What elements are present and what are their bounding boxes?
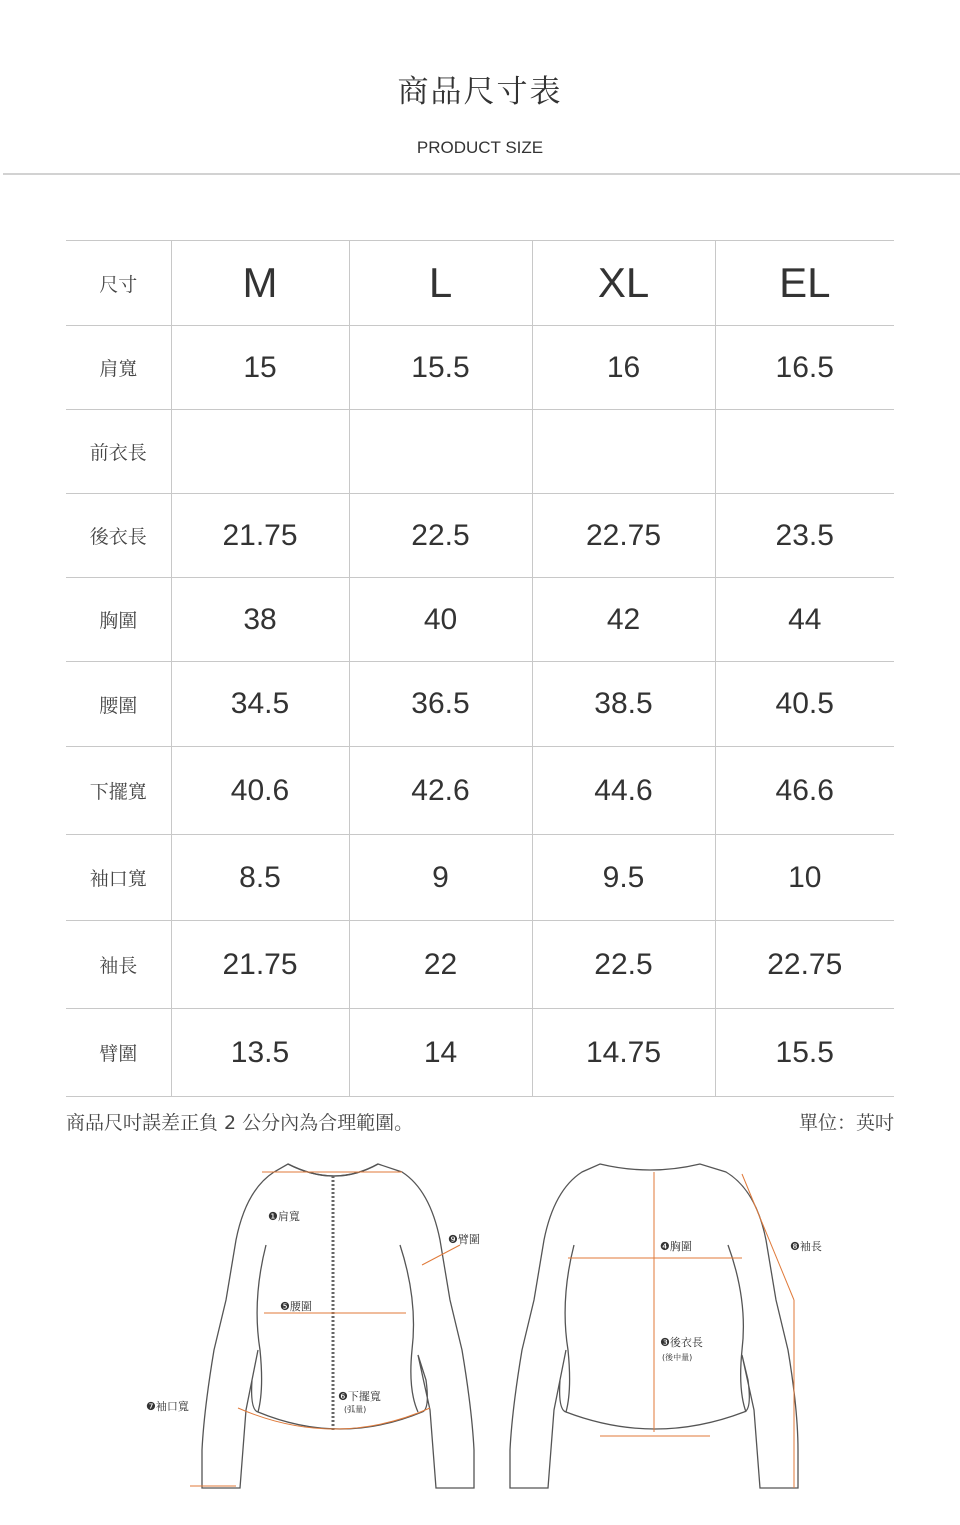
- table-row: [66, 662, 894, 747]
- table-cell: 15.5: [349, 326, 532, 410]
- table-cell: 16: [532, 326, 715, 410]
- table-row: [66, 921, 894, 1009]
- row-label: 後衣長: [66, 494, 171, 578]
- table-cell: [715, 410, 894, 494]
- front-measure-lines: [190, 1172, 460, 1486]
- table-cell: 9: [349, 835, 532, 921]
- hem-sublabel: (弧量): [344, 1405, 367, 1414]
- unit-label: 單位：英吋: [798, 1112, 894, 1134]
- back-length-label: ❸後衣長: [660, 1336, 703, 1349]
- front-garment-outline: [202, 1164, 474, 1488]
- table-cell: [349, 410, 532, 494]
- table-cell: 40: [349, 578, 532, 662]
- table-cell: 14: [349, 1009, 532, 1097]
- table-cell: 36.5: [349, 662, 532, 747]
- table-cell: 15: [171, 326, 349, 410]
- chest-label: ❹胸圍: [660, 1240, 692, 1253]
- table-cell: 21.75: [171, 921, 349, 1009]
- table-cell: 22.5: [532, 921, 715, 1009]
- row-label: 肩寬: [66, 326, 171, 410]
- table-cell: 42.6: [349, 747, 532, 835]
- table-cell: 10: [715, 835, 894, 921]
- size-el: EL: [715, 241, 894, 326]
- hem-label: ❻下擺寬: [338, 1390, 381, 1403]
- table-cell: 13.5: [171, 1009, 349, 1097]
- tolerance-note: 商品尺吋誤差正負 2 公分內為合理範圍。: [66, 1112, 414, 1134]
- cuff-label: ❼袖口寬: [146, 1400, 189, 1413]
- size-l: L: [349, 241, 532, 326]
- table-cell: 8.5: [171, 835, 349, 921]
- waist-label: ❺腰圍: [280, 1300, 312, 1313]
- table-row: [66, 494, 894, 578]
- row-label: 腰圍: [66, 662, 171, 747]
- size-xl: XL: [532, 241, 715, 326]
- table-cell: 22.5: [349, 494, 532, 578]
- table-cell: 38.5: [532, 662, 715, 747]
- table-cell: 22.75: [532, 494, 715, 578]
- table-row: [66, 326, 894, 410]
- table-cell: 46.6: [715, 747, 894, 835]
- table-cell: [171, 410, 349, 494]
- page-title: 商品尺寸表: [397, 74, 563, 110]
- size-header-row: [66, 241, 894, 326]
- table-cell: 38: [171, 578, 349, 662]
- size-corner-label: 尺寸: [66, 241, 171, 326]
- page-subtitle: PRODUCT SIZE: [416, 138, 544, 157]
- table-cell: 9.5: [532, 835, 715, 921]
- row-label: 臂圍: [66, 1009, 171, 1097]
- table-cell: 34.5: [171, 662, 349, 747]
- table-cell: 15.5: [715, 1009, 894, 1097]
- table-cell: 44.6: [532, 747, 715, 835]
- table-cell: 21.75: [171, 494, 349, 578]
- size-table: [66, 240, 894, 1097]
- table-cell: 14.75: [532, 1009, 715, 1097]
- row-label: 胸圍: [66, 578, 171, 662]
- row-label: 袖長: [66, 921, 171, 1009]
- row-label: 前衣長: [66, 410, 171, 494]
- table-row: [66, 835, 894, 921]
- row-label: 下擺寬: [66, 747, 171, 835]
- table-cell: 40.6: [171, 747, 349, 835]
- table-cell: [532, 410, 715, 494]
- table-row: [66, 578, 894, 662]
- table-row: [66, 747, 894, 835]
- sleeve-length-label: ❽袖長: [790, 1240, 822, 1253]
- table-cell: 22: [349, 921, 532, 1009]
- table-cell: 23.5: [715, 494, 894, 578]
- arm-label: ❾臂圍: [448, 1233, 480, 1246]
- table-row: [66, 410, 894, 494]
- shoulder-label: ❶肩寬: [268, 1210, 300, 1223]
- size-m: M: [171, 241, 349, 326]
- table-cell: 22.75: [715, 921, 894, 1009]
- garment-measure-diagram: [130, 1150, 850, 1500]
- table-cell: 44: [715, 578, 894, 662]
- table-cell: 42: [532, 578, 715, 662]
- row-label: 袖口寬: [66, 835, 171, 921]
- table-cell: 16.5: [715, 326, 894, 410]
- table-row: [66, 1009, 894, 1097]
- table-cell: 40.5: [715, 662, 894, 747]
- back-length-sublabel: (後中量): [662, 1353, 693, 1362]
- header-divider: [3, 173, 960, 175]
